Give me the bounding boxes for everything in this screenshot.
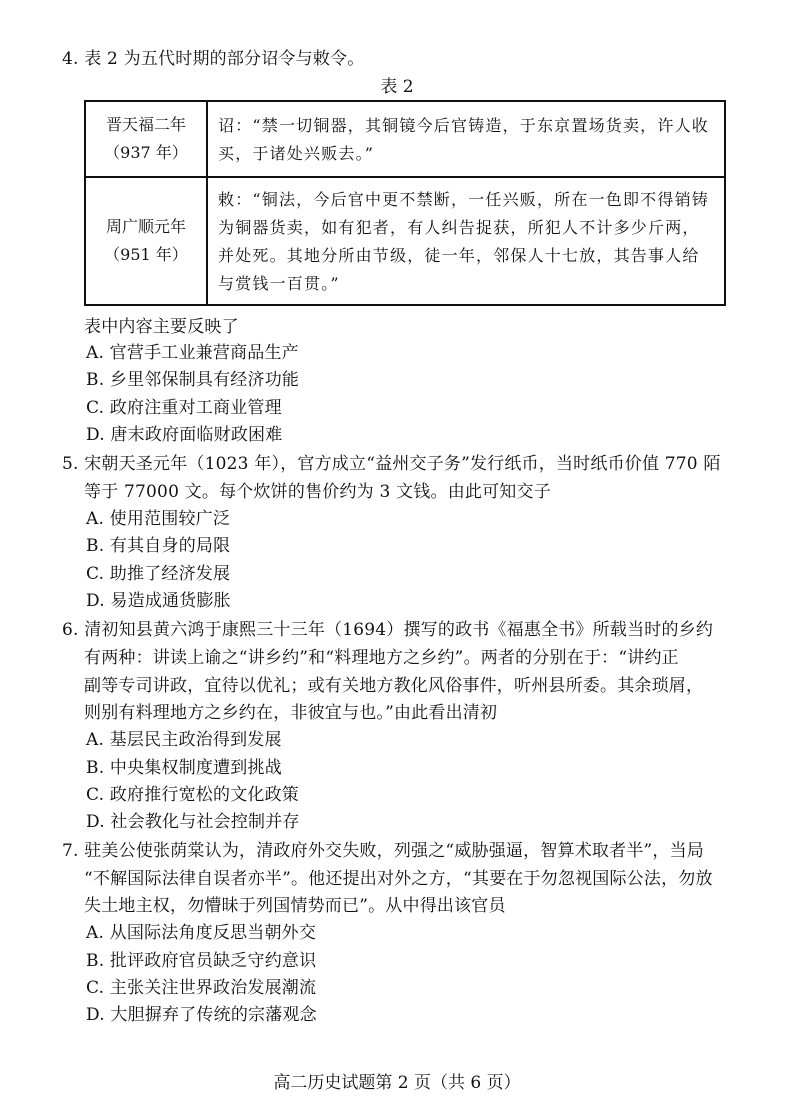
decree-line: 诏：“禁一切铜器，其铜镜今后官铸造，于东京置场货卖，许人收 [218,116,709,135]
q5-option-b: B. 有其自身的局限 [86,536,231,556]
q7-option-b: B. 批评政府官员缺乏守约意识 [86,951,317,971]
q4-option-d: D. 唐末政府面临财政困难 [86,425,283,445]
q5-option-c: C. 助推了经济发展 [86,564,231,584]
decree-cell [207,101,725,177]
q6-option-c: C. 政府推行宽松的文化政策 [86,785,300,805]
q4-stem: 4. 表 2 为五代时期的部分诏令与敕令。 [62,49,365,69]
q4-option-b: B. 乡里邻保制具有经济功能 [86,370,300,390]
q6-option-b: B. 中央集权制度遭到挑战 [86,758,282,778]
q5-option-d: D. 易造成通货膨胀 [86,591,231,611]
year-ad-label: （951 年） [104,245,188,264]
q6-stem-cont: 副等专司讲政，宜待以优礼；或有关地方教化风俗事件，听州县所委。其余琐屑， [84,676,704,696]
q6-stem-cont: 有两种：讲读上谕之“讲乡约”和“料理地方之乡约”。两者的分别在于：“讲约正 [84,648,679,668]
q4-question: 表中内容主要反映了 [84,317,239,337]
table-2 [84,100,726,306]
q7-option-a: A. 从国际法角度反思当朝外交 [86,923,317,943]
q4-option-c: C. 政府注重对工商业管理 [86,398,282,418]
q5-stem-cont: 等于 77000 文。每个炊饼的售价约为 3 文钱。由此可知交子 [84,482,551,502]
decree-line: 买，于诸处兴贩去。” [218,144,375,163]
q6-stem: 6. 清初知县黄六鸿于康熙三十三年（1694）撰写的政书《福惠全书》所载当时的乡约 [62,620,714,640]
decree-line: 敕：“铜法，今后官中更不禁断，一任兴贩，所在一色即不得销铸 [218,190,709,209]
q4-option-a: A. 官营手工业兼营商品生产 [86,343,299,363]
q6-option-a: A. 基层民主政治得到发展 [86,730,282,750]
q7-option-d: D. 大胆摒弃了传统的宗藩观念 [86,1005,317,1025]
decree-line: 与赏钱一百贯。” [218,274,340,293]
decree-line: 并处死。其地分所由节级，徒一年，邻保人十七放，其告事人给 [218,246,700,265]
table-caption: 表 2 [380,77,414,97]
year-ad-label: （937 年） [104,143,188,162]
year-label: 周广顺元年 [105,217,186,236]
q5-option-a: A. 使用范围较广泛 [86,509,231,529]
year-label: 晋天福二年 [105,115,186,134]
page-footer: 高二历史试题第 2 页（共 6 页） [273,1073,521,1093]
decree-cell [207,177,725,305]
q7-option-c: C. 主张关注世界政治发展潮流 [86,978,317,998]
decree-line: 为铜器货卖，如有犯者，有人纠告捉获，所犯人不计多少斤两， [218,218,700,237]
q6-stem-cont: 则别有料理地方之乡约在，非彼宜与也。”由此看出清初 [84,703,498,723]
table-row [85,101,725,177]
q7-stem-cont: “不解国际法律自误者亦半”。他还提出对外之方，“其要在于勿忽视国际公法，勿放 [84,869,713,889]
q7-stem: 7. 驻美公使张荫棠认为，清政府外交失败，列强之“威胁强逼，智算术取者半”，当局 [62,841,705,861]
q6-option-d: D. 社会教化与社会控制并存 [86,812,300,832]
q7-stem-cont: 失土地主权，勿懵昧于列国情势而已”。从中得出该官员 [84,896,506,916]
year-cell [85,101,207,177]
year-cell [85,177,207,305]
q5-stem: 5. 宋朝天圣元年（1023 年），官方成立“益州交子务”发行纸币，当时纸币价值 770 陌 [62,454,721,474]
table-row [85,177,725,305]
